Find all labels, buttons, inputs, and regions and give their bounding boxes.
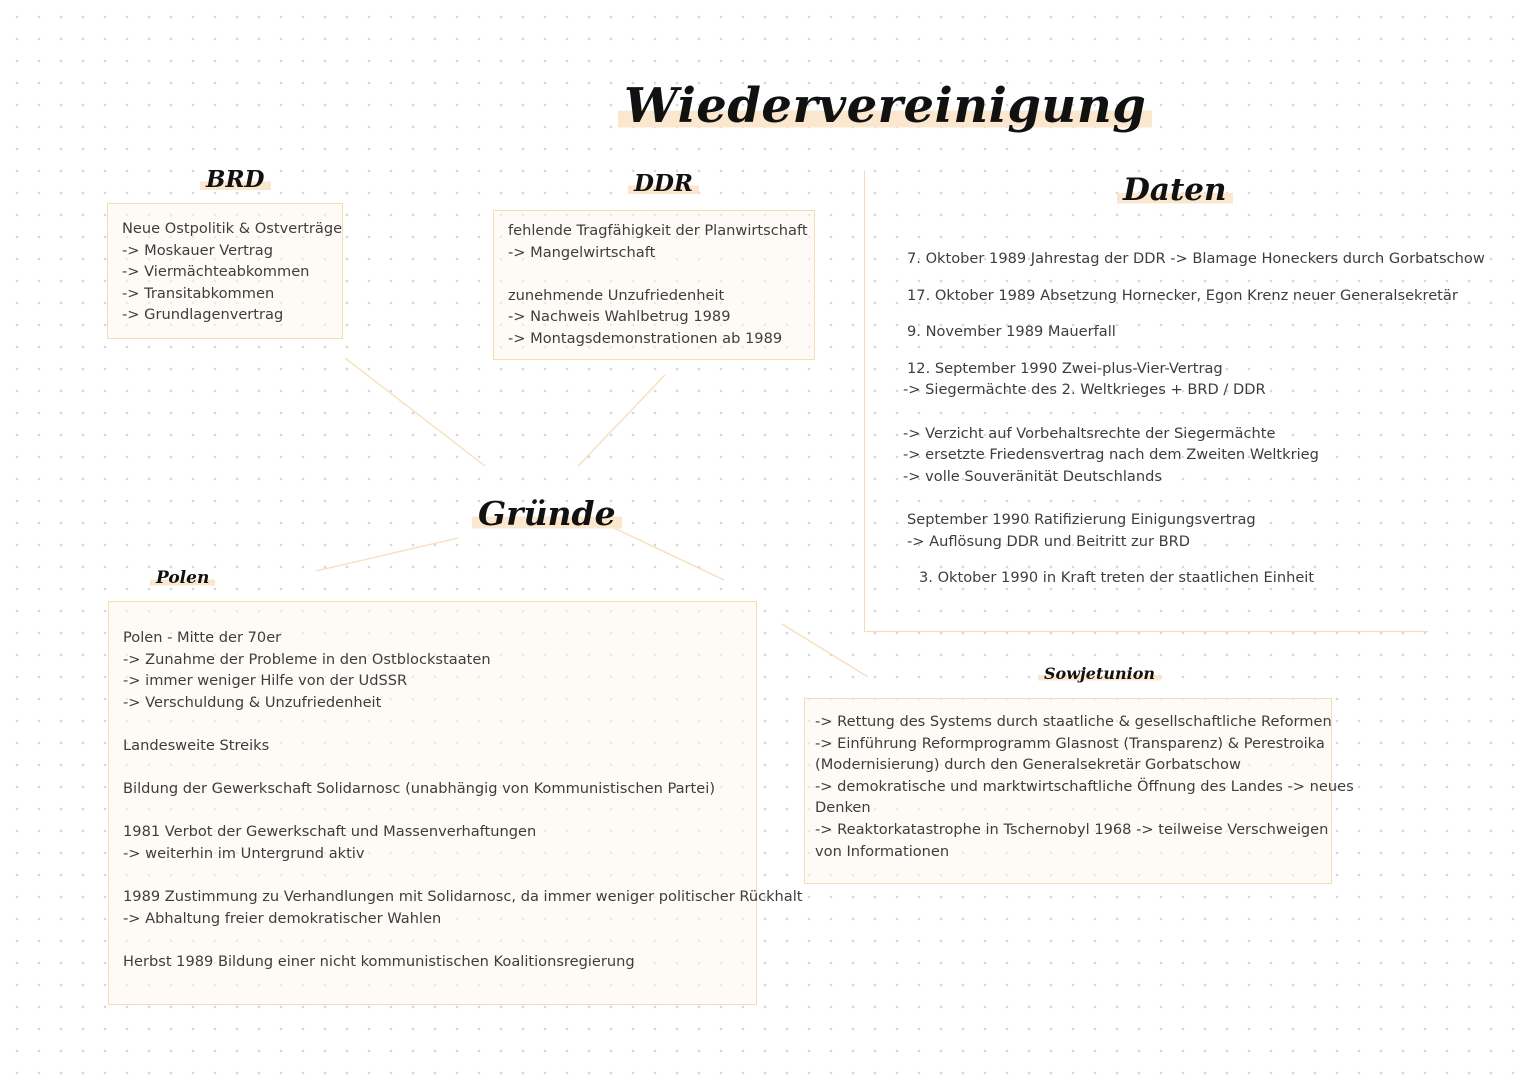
- daten-line: 17. Oktober 1989 Absetzung Hornecker, Egon Krenz neuer Generalsekretär: [907, 286, 1458, 304]
- sowjetunion-line: -> Reaktorkatastrophe in Tschernobyl 1968 -> teilweise Verschweigen: [815, 820, 1329, 838]
- connector-brd: [345, 358, 485, 466]
- daten-line: -> Auflösung DDR und Beitritt zur BRD: [907, 532, 1190, 550]
- connector-polen: [316, 538, 458, 571]
- sowjetunion-line: Denken: [815, 799, 871, 817]
- spacer: [123, 865, 756, 887]
- daten-line: -> ersetzte Friedensvertrag nach dem Zweiten Weltkrieg: [903, 446, 1319, 464]
- ddr-line: -> Mangelwirtschaft: [508, 243, 656, 261]
- spacer: [903, 306, 1463, 321]
- daten-line: -> volle Souveränität Deutschlands: [903, 467, 1162, 485]
- sowjetunion-line: -> Rettung des Systems durch staatliche & gesellschaftliche Reformen: [815, 713, 1332, 730]
- polen-line: Polen - Mitte der 70er: [123, 629, 282, 646]
- spacer: [123, 929, 756, 951]
- polen-line: 1981 Verbot der Gewerkschaft und Massenverhaftungen: [123, 823, 537, 841]
- brd-line: -> Viermächteabkommen: [122, 263, 310, 281]
- daten-line: 12. September 1990 Zwei-plus-Vier-Vertrag: [907, 359, 1223, 377]
- brd-box: [107, 203, 343, 339]
- connector-daten: [614, 528, 724, 580]
- daten-line: 9. November 1989 Mauerfall: [907, 323, 1116, 341]
- brd-line: -> Grundlagenvertrag: [122, 306, 284, 324]
- polen-line: 1989 Zustimmung zu Verhandlungen mit Solidarnosc, da immer weniger politischer Rückhalt: [123, 888, 803, 906]
- spacer: [123, 757, 756, 779]
- polen-line: -> Abhaltung freier demokratischer Wahlen: [123, 909, 442, 927]
- page-title: Wiedervereinigung: [618, 78, 1152, 134]
- sowjetunion-box: [804, 698, 1354, 884]
- brd-line: -> Transitabkommen: [122, 284, 275, 302]
- daten-line: 7. Oktober 1989 Jahrestag der DDR -> Blamage Honeckers durch Gorbatschow: [907, 250, 1485, 267]
- ddr-line: -> Montagsdemonstrationen ab 1989: [508, 329, 783, 347]
- center-topic-gruende: Gründe: [472, 494, 622, 533]
- daten-line: 3. Oktober 1990 in Kraft treten der staatlichen Einheit: [919, 569, 1315, 587]
- spacer: [903, 401, 1463, 423]
- brd-heading: BRD: [200, 166, 271, 193]
- connector-ddr: [578, 375, 665, 466]
- sowjetunion-line: -> Einführung Reformprogramm Glasnost (Transparenz) & Perestroika: [815, 734, 1325, 752]
- spacer: [903, 487, 1463, 509]
- sowjetunion-line: von Informationen: [815, 842, 950, 860]
- daten-line: -> Siegermächte des 2. Weltkrieges + BRD / DDR: [903, 381, 1266, 399]
- ddr-line: fehlende Tragfähigkeit der Planwirtschaft: [508, 222, 808, 239]
- polen-line: Landesweite Streiks: [123, 736, 270, 754]
- polen-line: -> Zunahme der Probleme in den Ostblockstaaten: [123, 650, 491, 668]
- daten-line: September 1990 Ratifizierung Einigungsvertrag: [907, 510, 1256, 528]
- sowjetunion-line: -> demokratische und marktwirtschaftliche Öffnung des Landes -> neues: [815, 777, 1354, 795]
- brd-line: Neue Ostpolitik & Ostverträge: [122, 220, 343, 237]
- polen-box: [108, 601, 803, 1005]
- spacer: [123, 800, 756, 822]
- polen-line: -> weiterhin im Untergrund aktiv: [123, 844, 365, 862]
- spacer: [903, 552, 1463, 567]
- polen-heading: Polen: [150, 568, 215, 588]
- spacer: [508, 263, 814, 285]
- ddr-heading: DDR: [628, 170, 699, 197]
- ddr-box: [493, 210, 815, 360]
- ddr-line: zunehmende Unzufriedenheit: [508, 286, 725, 304]
- connector-sowjetunion: [782, 624, 868, 677]
- polen-line: Bildung der Gewerkschaft Solidarnosc (unabhängig von Kommunistischen Partei): [123, 780, 716, 798]
- spacer: [123, 713, 756, 735]
- sowjetunion-heading: Sowjetunion: [1038, 664, 1161, 683]
- daten-line: -> Verzicht auf Vorbehaltsrechte der Siegermächte: [903, 424, 1276, 442]
- daten-heading: Daten: [1117, 172, 1233, 208]
- spacer: [903, 343, 1463, 358]
- polen-line: Herbst 1989 Bildung einer nicht kommunistischen Koalitionsregierung: [123, 952, 635, 970]
- brd-line: -> Moskauer Vertrag: [122, 241, 274, 259]
- spacer: [903, 270, 1463, 285]
- sowjetunion-line: (Modernisierung) durch den Generalsekretär Gorbatschow: [815, 756, 1241, 774]
- daten-list: [903, 248, 1485, 589]
- polen-line: -> Verschuldung & Unzufriedenheit: [123, 693, 382, 711]
- polen-line: -> immer weniger Hilfe von der UdSSR: [123, 672, 408, 690]
- ddr-line: -> Nachweis Wahlbetrug 1989: [508, 308, 731, 326]
